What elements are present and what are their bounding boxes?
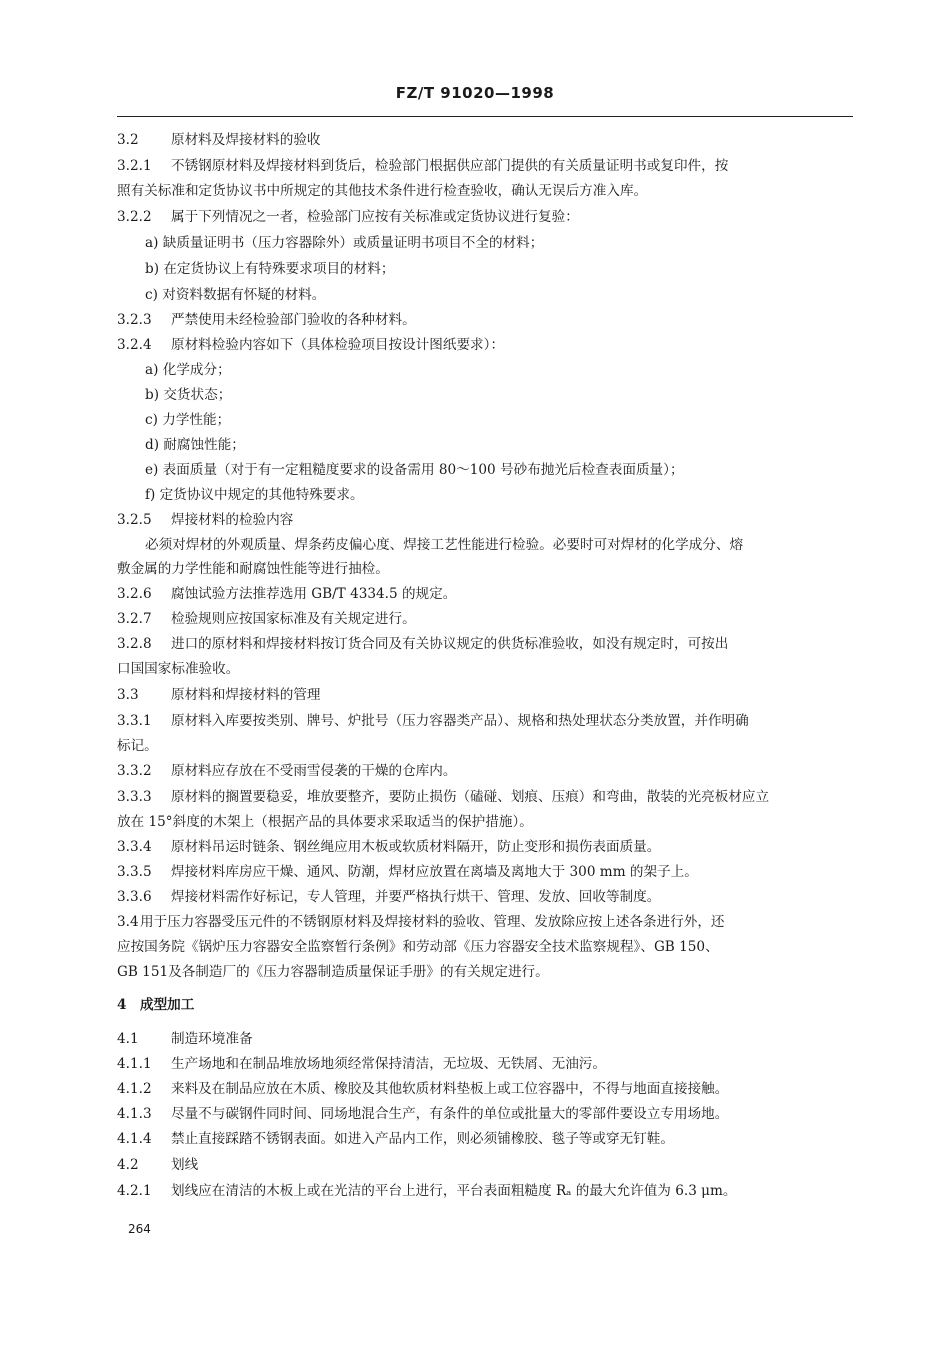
clause-text: 属于下列情况之一者，检验部门应按有关标准或定货协议进行复验：	[171, 209, 579, 225]
text-line	[145, 536, 743, 554]
text-line	[117, 1105, 728, 1123]
text-line	[117, 838, 660, 856]
text-line	[117, 913, 725, 931]
clause-number: 3.2.3	[117, 312, 152, 328]
clause-text: b) 在定货协议上有特殊要求项目的材料；	[145, 261, 395, 277]
text-line	[117, 813, 533, 831]
clause-text: f) 定货协议中规定的其他特殊要求。	[145, 487, 364, 503]
text-line	[117, 560, 389, 578]
clause-text: 制造环境准备	[171, 1031, 253, 1047]
clause-number: 4.1.3	[117, 1106, 152, 1122]
text-line	[117, 311, 416, 329]
clause-text: 来料及在制品应放在木质、橡胶及其他软质材料垫板上或工位容器中，不得与地面直接接触。	[171, 1081, 729, 1097]
clause-text: 用于压力容器受压元件的不锈钢原材料及焊接材料的验收、管理、发放除应按上述各条进行外，还	[140, 914, 725, 930]
text-line	[117, 336, 504, 354]
text-line	[145, 386, 231, 404]
clause-text: 划线应在清洁的木板上或在光洁的平台上进行，平台表面粗糙度 Rₐ 的最大允许值为 6.3 μm。	[171, 1183, 737, 1199]
text-line	[117, 788, 769, 806]
clause-text: 腐蚀试验方法推荐选用 GB/T 4334.5 的规定。	[171, 586, 457, 602]
clause-text: 焊接材料需作好标记，专人管理，并要严格执行烘干、管理、发放、回收等制度。	[171, 889, 661, 905]
text-line	[117, 888, 660, 906]
clause-number: 3.3.6	[117, 889, 152, 905]
clause-text: 必须对焊材的外观质量、焊条药皮偏心度、焊接工艺性能进行检验。必要时可对焊材的化学成分、熔	[145, 537, 744, 553]
clause-text: 放在 15°斜度的木架上（根据产品的具体要求采取适当的保护措施）。	[117, 814, 533, 830]
clause-text: e) 表面质量（对于有一定粗糙度要求的设备需用 80～100 号砂布抛光后检查表面质量）；	[145, 462, 684, 478]
text-line	[117, 737, 158, 755]
clause-text: 生产场地和在制品堆放场地须经常保持清洁，无垃圾、无铁屑、无油污。	[171, 1056, 606, 1072]
clause-text: 原材料的搁置要稳妥，堆放要整齐，要防止损伤（磕碰、划痕、压痕）和弯曲，散装的光亮板材应立	[171, 789, 770, 805]
clause-text: 成型加工	[140, 997, 195, 1013]
clause-text: 照有关标准和定货协议书中所规定的其他技术条件进行检查验收，确认无误后方准入库。	[117, 183, 648, 199]
text-line	[117, 963, 549, 981]
text-line	[117, 1030, 253, 1048]
clause-text: 原材料检验内容如下（具体检验项目按设计图纸要求）：	[171, 337, 505, 353]
clause-text: 原材料及焊接材料的验收	[171, 132, 321, 148]
text-line	[117, 863, 698, 881]
text-line	[117, 511, 293, 529]
text-line	[117, 660, 239, 678]
clause-text: 不锈钢原材料及焊接材料到货后，检验部门根据供应部门提供的有关质量证明书或复印件，按	[171, 158, 729, 174]
clause-number: 3.3.5	[117, 864, 152, 880]
clause-text: c) 对资料数据有怀疑的材料。	[145, 287, 326, 303]
clause-text: GB 151及各制造厂的《压力容器制造质量保证手册》的有关规定进行。	[117, 964, 549, 980]
text-line	[145, 411, 230, 429]
text-line	[117, 1156, 198, 1174]
clause-text: 划线	[171, 1157, 199, 1173]
text-line	[117, 182, 647, 200]
clause-number: 4.1.4	[117, 1131, 152, 1147]
text-line	[117, 762, 456, 780]
text-line	[117, 610, 416, 628]
clause-number: 4	[117, 997, 127, 1013]
clause-text: 禁止直接踩踏不锈钢表面。如进入产品内工作，则必须铺橡胶、毯子等或穿无钉鞋。	[171, 1131, 674, 1147]
page-number: 264	[128, 1222, 151, 1236]
clause-number: 3.3.3	[117, 789, 152, 805]
clause-number: 4.1	[117, 1031, 139, 1047]
clause-number: 3.2.8	[117, 636, 152, 652]
clause-number: 3.2.6	[117, 586, 152, 602]
clause-text: 口国国家标准验收。	[117, 661, 240, 677]
clause-number: 3.4	[117, 914, 139, 930]
text-line	[145, 461, 684, 479]
clause-text: 进口的原材料和焊接材料按订货合同及有关协议规定的供货标准验收，如没有规定时，可按出	[171, 636, 729, 652]
clause-number: 3.2.5	[117, 512, 152, 528]
clause-text: 应按国务院《锅炉压力容器安全监察暂行条例》和劳动部《压力容器安全技术监察规程》、GB 150、	[117, 939, 719, 955]
clause-text: a) 缺质量证明书（压力容器除外）或质量证明书项目不全的材料；	[145, 235, 544, 251]
clause-number: 3.3	[117, 687, 139, 703]
text-line	[117, 1080, 728, 1098]
text-line	[117, 635, 728, 653]
clause-number: 3.3.2	[117, 763, 152, 779]
text-line	[117, 712, 749, 730]
clause-text: 敷金属的力学性能和耐腐蚀性能等进行抽检。	[117, 561, 389, 577]
text-line	[117, 585, 456, 603]
text-line	[117, 1055, 606, 1073]
text-line	[117, 1182, 736, 1200]
clause-text: 原材料应存放在不受雨雪侵袭的干燥的仓库内。	[171, 763, 457, 779]
clause-text: b) 交货状态；	[145, 387, 232, 403]
clause-number: 4.1.1	[117, 1056, 152, 1072]
clause-text: 焊接材料的检验内容	[171, 512, 294, 528]
text-line	[117, 996, 194, 1014]
standard-header: FZ/T 91020—1998	[395, 84, 555, 102]
clause-text: 严禁使用未经检验部门验收的各种材料。	[171, 312, 416, 328]
clause-text: 标记。	[117, 738, 158, 754]
header-rule	[117, 116, 853, 117]
clause-text: a) 化学成分；	[145, 362, 231, 378]
clause-number: 4.1.2	[117, 1081, 152, 1097]
clause-text: 原材料和焊接材料的管理	[171, 687, 321, 703]
clause-number: 4.2.1	[117, 1183, 152, 1199]
clause-number: 3.3.4	[117, 839, 152, 855]
text-line	[145, 436, 245, 454]
text-line	[145, 260, 394, 278]
text-line	[117, 686, 321, 704]
clause-number: 4.2	[117, 1157, 139, 1173]
clause-text: 尽量不与碳钢件同时间、同场地混合生产，有条件的单位或批量大的零部件要设立专用场地。	[171, 1106, 729, 1122]
clause-number: 3.2	[117, 132, 139, 148]
clause-text: 原材料吊运时链条、钢丝绳应用木板或软质材料隔开，防止变形和损伤表面质量。	[171, 839, 661, 855]
clause-number: 3.2.1	[117, 158, 152, 174]
text-line	[117, 938, 719, 956]
clause-text: 原材料入库要按类别、牌号、炉批号（压力容器类产品）、规格和热处理状态分类放置，并作明确	[171, 713, 749, 729]
clause-text: d) 耐腐蚀性能；	[145, 437, 245, 453]
clause-number: 3.2.4	[117, 337, 152, 353]
text-line	[145, 486, 364, 504]
clause-text: c) 力学性能；	[145, 412, 231, 428]
clause-text: 焊接材料库房应干燥、通风、防潮，焊材应放置在离墙及离地大于 300 mm 的架子上。	[171, 864, 698, 880]
clause-text: 检验规则应按国家标准及有关规定进行。	[171, 611, 416, 627]
clause-number: 3.2.2	[117, 209, 152, 225]
text-line	[117, 1130, 674, 1148]
text-line	[145, 361, 231, 379]
text-line	[117, 131, 321, 149]
text-line	[145, 286, 325, 304]
clause-number: 3.3.1	[117, 713, 152, 729]
text-line	[145, 234, 543, 252]
text-line	[117, 208, 579, 226]
text-line	[117, 157, 728, 175]
clause-number: 3.2.7	[117, 611, 152, 627]
